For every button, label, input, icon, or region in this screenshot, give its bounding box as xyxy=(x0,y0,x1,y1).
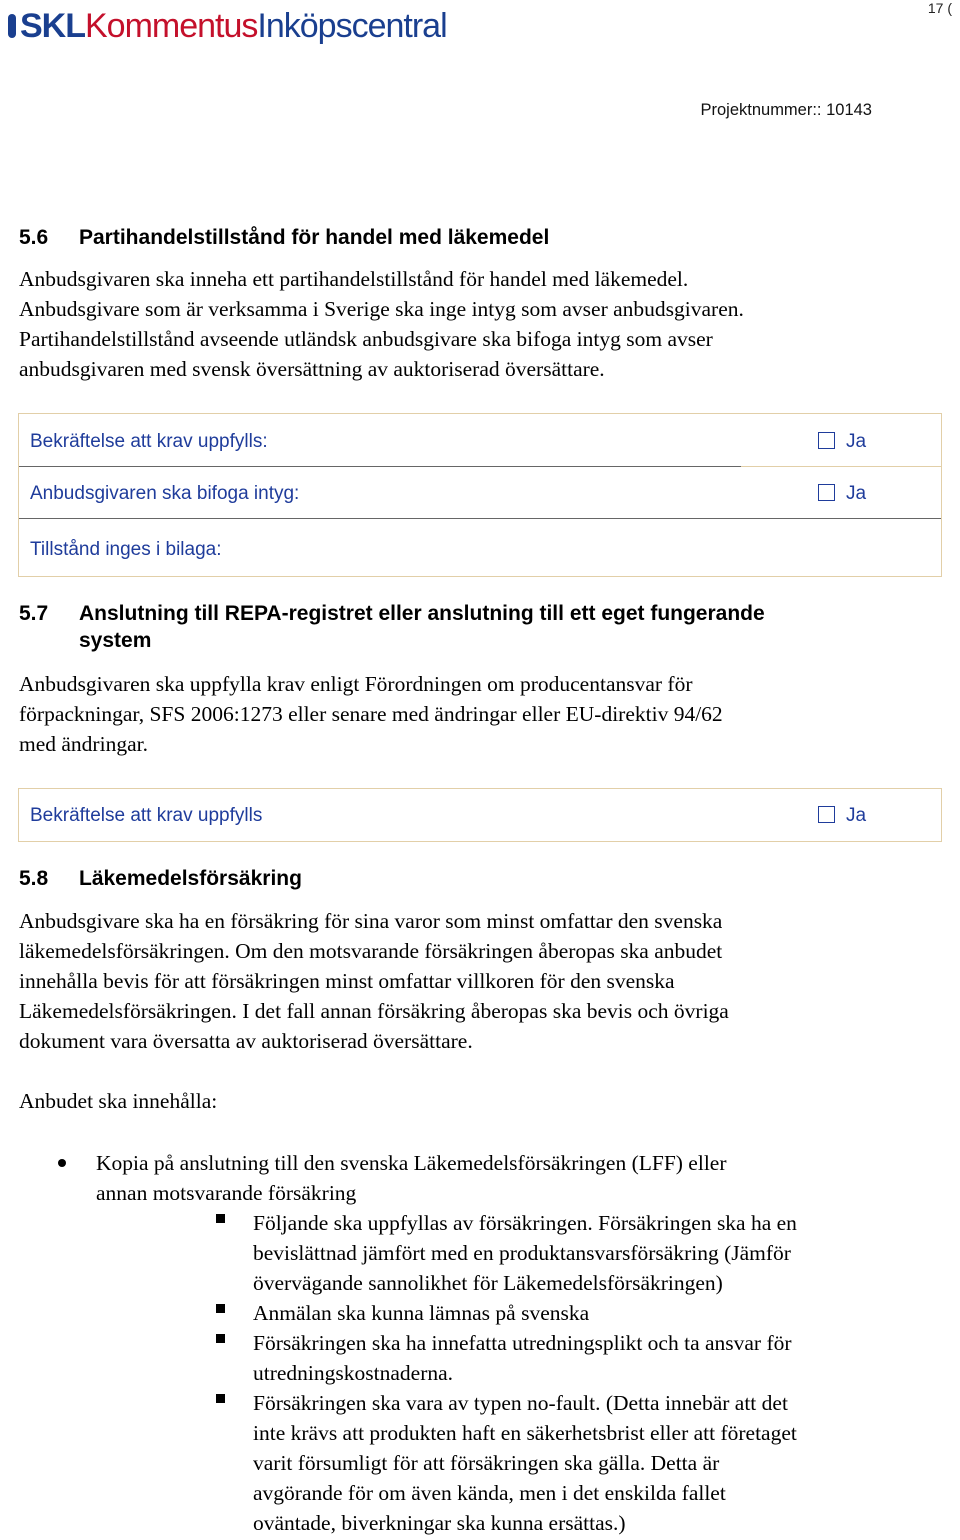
logo-part-kommentus: Kommentus xyxy=(85,6,258,45)
attach-certificate-checkbox[interactable] xyxy=(818,484,835,501)
sub-item xyxy=(253,1328,943,1388)
section-title: Läkemedelsförsäkring xyxy=(79,867,302,890)
square-bullet-icon xyxy=(216,1214,225,1223)
confirm-requirement-label: Bekräftelse att krav uppfylls xyxy=(30,805,263,826)
sub-item-line: bevislättnad jämfört med en produktansvarsförsäkring (Jämför xyxy=(253,1241,791,1265)
sub-item-line: Anmälan ska kunna lämnas på svenska xyxy=(253,1301,590,1325)
sub-item xyxy=(253,1388,943,1538)
body-line: läkemedelsförsäkringen. Om den motsvarande försäkringen åberopas ska anbudet xyxy=(19,939,723,963)
square-bullet-icon xyxy=(216,1304,225,1313)
body-line: Partihandelstillstånd avseende utländsk anbudsgivare ska bifoga intyg som avser xyxy=(19,327,713,351)
confirm-requirement-option: Ja xyxy=(846,805,867,826)
confirm-requirement-checkbox[interactable] xyxy=(818,806,835,823)
contents-intro: Anbudet ska innehålla: xyxy=(19,1089,218,1113)
bullet-item xyxy=(96,1148,936,1208)
section-number: 5.7 xyxy=(19,602,49,625)
section-5-8-heading xyxy=(19,865,302,892)
bullet-line: Kopia på anslutning till den svenska Läkemedelsförsäkringen (LFF) eller xyxy=(96,1151,727,1175)
section-5-6-body xyxy=(19,264,944,384)
body-line: Anbudsgivaren ska inneha ett partihandelstillstånd för handel med läkemedel. xyxy=(19,267,689,291)
logo xyxy=(6,4,447,48)
logo-mark-icon xyxy=(6,11,18,41)
sub-item xyxy=(253,1208,943,1298)
body-line: Anbudsgivare ska ha en försäkring för sina varor som minst omfattar den svenska xyxy=(19,909,723,933)
body-line: Läkemedelsförsäkringen. I det fall annan försäkring åberopas ska bevis och övriga xyxy=(19,999,729,1023)
confirmation-form-5-7 xyxy=(18,788,942,842)
sub-item-line: inte krävs att produkten haft en säkerhetsbrist eller att företaget xyxy=(253,1421,797,1445)
attach-certificate-label: Anbudsgivaren ska bifoga intyg: xyxy=(30,483,300,504)
sub-item-line: varit försumligt för att försäkringen ska gälla. Detta är xyxy=(253,1451,720,1475)
page-number: 17 ( xyxy=(927,0,952,16)
row-divider xyxy=(741,518,941,519)
section-5-6-heading xyxy=(19,224,549,251)
section-title: Anslutning till REPA-registret eller anslutning till ett eget fungerande xyxy=(79,602,765,625)
body-line: Anbudsgivare som är verksamma i Sverige ska inge intyg som avser anbudsgivaren. xyxy=(19,297,744,321)
sub-item-line: Försäkringen ska ha innefatta utredningsplikt och ta ansvar för xyxy=(253,1331,792,1355)
section-5-7-heading xyxy=(19,600,939,654)
body-line: dokument vara översatta av auktoriserad översättare. xyxy=(19,1029,473,1053)
confirm-requirement-option: Ja xyxy=(846,431,867,452)
bullet-dot-icon xyxy=(58,1159,66,1167)
square-bullet-icon xyxy=(216,1394,225,1403)
body-line: Anbudsgivaren ska uppfylla krav enligt Förordningen om producentansvar för xyxy=(19,672,693,696)
sub-item-line: Följande ska uppfyllas av försäkringen. Försäkringen ska ha en xyxy=(253,1211,797,1235)
body-line: innehålla bevis för att försäkringen minst omfattar villkoren för den svenska xyxy=(19,969,675,993)
logo-part-skl: SKL xyxy=(20,6,85,45)
sub-item-line: oväntade, biverkningar ska kunna ersättas.) xyxy=(253,1511,626,1535)
project-number: Projektnummer:: 10143 xyxy=(700,101,872,119)
logo-part-inkopscentral: Inköpscentral xyxy=(257,6,447,45)
section-title: Partihandelstillstånd för handel med läkemedel xyxy=(79,226,550,249)
attach-certificate-option: Ja xyxy=(846,483,867,504)
row-divider xyxy=(741,466,941,467)
row-divider xyxy=(19,466,741,467)
section-number: 5.6 xyxy=(19,226,49,249)
confirm-requirement-label: Bekräftelse att krav uppfylls: xyxy=(30,431,268,452)
confirmation-form-5-6 xyxy=(18,413,942,577)
sub-item-line: utredningskostnaderna. xyxy=(253,1361,454,1385)
section-5-8-body xyxy=(19,906,944,1056)
section-number: 5.8 xyxy=(19,867,49,890)
row-divider xyxy=(19,518,741,519)
sub-item-line: övervägande sannolikhet för Läkemedelsförsäkringen) xyxy=(253,1271,723,1295)
section-5-7-body xyxy=(19,669,944,759)
body-line: med ändringar. xyxy=(19,732,148,756)
sub-item-line: Försäkringen ska vara av typen no-fault. (Detta innebär att det xyxy=(253,1391,788,1415)
confirm-requirement-checkbox[interactable] xyxy=(818,432,835,449)
body-line: förpackningar, SFS 2006:1273 eller senare med ändringar eller EU-direktiv 94/62 xyxy=(19,702,723,726)
body-line: anbudsgivaren med svensk översättning av auktoriserad översättare. xyxy=(19,357,605,381)
square-bullet-icon xyxy=(216,1334,225,1343)
section-title-continued: system xyxy=(79,629,152,652)
permit-attachment-label: Tillstånd inges i bilaga: xyxy=(30,539,222,560)
sub-item xyxy=(253,1298,943,1328)
bullet-line: annan motsvarande försäkring xyxy=(96,1181,357,1205)
sub-item-line: avgörande för om även kända, men i det enskilda fallet xyxy=(253,1481,726,1505)
